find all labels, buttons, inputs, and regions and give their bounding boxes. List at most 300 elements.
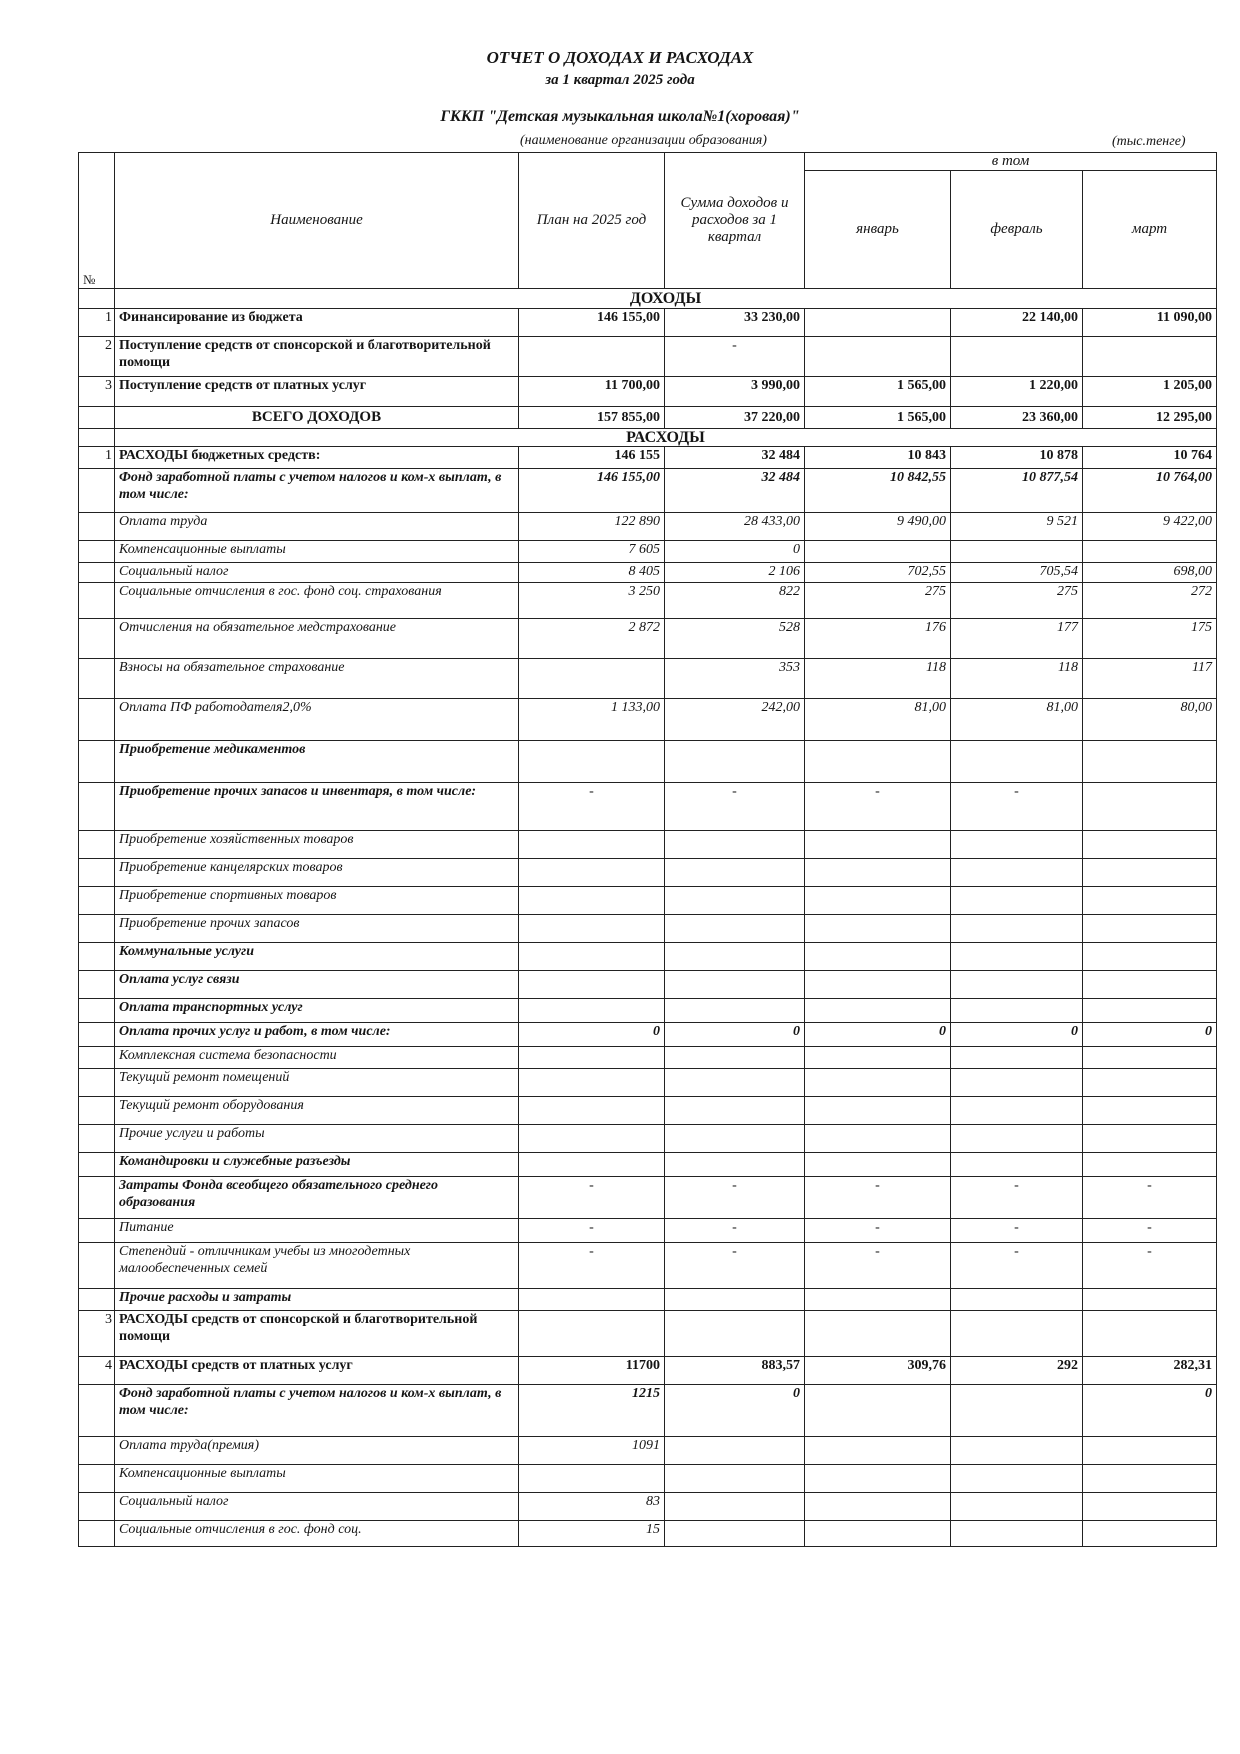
table-row bbox=[79, 309, 1217, 337]
row-name: Питание bbox=[115, 1219, 519, 1243]
cell-feb bbox=[951, 831, 1083, 859]
table-row bbox=[79, 1437, 1217, 1465]
cell-plan bbox=[519, 1289, 665, 1311]
cell-jan: 309,76 bbox=[805, 1357, 951, 1385]
cell-sum: 28 433,00 bbox=[665, 513, 805, 541]
row-number bbox=[79, 1125, 115, 1153]
col-header-plan: План на 2025 год bbox=[519, 153, 665, 289]
cell-plan: - bbox=[519, 1219, 665, 1243]
report-period: за 1 квартал 2025 года bbox=[545, 72, 695, 88]
table-row bbox=[79, 583, 1217, 619]
table-row bbox=[79, 469, 1217, 513]
cell-sum: - bbox=[665, 783, 805, 831]
cell-feb: 1 220,00 bbox=[951, 377, 1083, 407]
row-name: Отчисления на обязательное медстрахование bbox=[115, 619, 519, 659]
cell-plan: 146 155 bbox=[519, 447, 665, 469]
cell-plan: 83 bbox=[519, 1493, 665, 1521]
row-name: Социальные отчисления в гос. фонд соц. страхования bbox=[115, 583, 519, 619]
section-title: ДОХОДЫ bbox=[115, 289, 1217, 309]
row-name: РАСХОДЫ средств от спонсорской и благотворительной помощи bbox=[115, 1311, 519, 1357]
cell-jan: 81,00 bbox=[805, 699, 951, 741]
cell-feb bbox=[951, 971, 1083, 999]
cell-sum bbox=[665, 859, 805, 887]
cell-mar: 282,31 bbox=[1083, 1357, 1217, 1385]
cell-sum: 0 bbox=[665, 541, 805, 563]
cell-sum: 353 bbox=[665, 659, 805, 699]
row-name: Приобретение прочих запасов bbox=[115, 915, 519, 943]
cell-mar: 1 205,00 bbox=[1083, 377, 1217, 407]
table-row bbox=[79, 999, 1217, 1023]
row-number: 1 bbox=[79, 447, 115, 469]
cell-feb: - bbox=[951, 1219, 1083, 1243]
cell-plan: - bbox=[519, 1177, 665, 1219]
cell-jan bbox=[805, 337, 951, 377]
row-name: Текущий ремонт помещений bbox=[115, 1069, 519, 1097]
row-number bbox=[79, 1243, 115, 1289]
row-name: Финансирование из бюджета bbox=[115, 309, 519, 337]
cell-feb: 23 360,00 bbox=[951, 407, 1083, 429]
cell-mar bbox=[1083, 541, 1217, 563]
cell-feb bbox=[951, 1097, 1083, 1125]
row-number bbox=[79, 1437, 115, 1465]
cell-feb bbox=[951, 1069, 1083, 1097]
cell-plan: 122 890 bbox=[519, 513, 665, 541]
row-number: 4 bbox=[79, 1357, 115, 1385]
row-name: Комплексная система безопасности bbox=[115, 1047, 519, 1069]
cell-plan bbox=[519, 337, 665, 377]
cell-jan bbox=[805, 943, 951, 971]
cell-feb: 275 bbox=[951, 583, 1083, 619]
cell-jan bbox=[805, 541, 951, 563]
row-number bbox=[79, 943, 115, 971]
row-name: Приобретение прочих запасов и инвентаря, в том числе: bbox=[115, 783, 519, 831]
cell-mar bbox=[1083, 1047, 1217, 1069]
cell-feb: - bbox=[951, 1177, 1083, 1219]
cell-jan bbox=[805, 1385, 951, 1437]
row-name: РАСХОДЫ бюджетных средств: bbox=[115, 447, 519, 469]
table-row bbox=[79, 699, 1217, 741]
row-number bbox=[79, 887, 115, 915]
row-name: Оплата услуг связи bbox=[115, 971, 519, 999]
row-name: Приобретение канцелярских товаров bbox=[115, 859, 519, 887]
cell-feb: 0 bbox=[951, 1023, 1083, 1047]
table-row bbox=[79, 1493, 1217, 1521]
cell-jan bbox=[805, 741, 951, 783]
cell-mar bbox=[1083, 1125, 1217, 1153]
row-number bbox=[79, 469, 115, 513]
row-name: Оплата прочих услуг и работ, в том числе: bbox=[115, 1023, 519, 1047]
section-expenses bbox=[79, 429, 1217, 447]
row-number bbox=[79, 1289, 115, 1311]
cell-plan: 1 133,00 bbox=[519, 699, 665, 741]
table-row bbox=[79, 783, 1217, 831]
cell-sum: 32 484 bbox=[665, 447, 805, 469]
cell-jan: 10 843 bbox=[805, 447, 951, 469]
cell-mar: - bbox=[1083, 1219, 1217, 1243]
cell-mar bbox=[1083, 1289, 1217, 1311]
cell-jan bbox=[805, 859, 951, 887]
cell-plan: 7 605 bbox=[519, 541, 665, 563]
row-name: Оплата ПФ работодателя2,0% bbox=[115, 699, 519, 741]
cell-plan bbox=[519, 971, 665, 999]
cell-plan bbox=[519, 1069, 665, 1097]
cell-feb bbox=[951, 741, 1083, 783]
row-name: Социальный налог bbox=[115, 1493, 519, 1521]
cell-plan bbox=[519, 943, 665, 971]
row-number bbox=[79, 699, 115, 741]
cell-jan bbox=[805, 1493, 951, 1521]
row-name: Степендий - отличникам учебы из многодетных малообеспеченных семей bbox=[115, 1243, 519, 1289]
cell-mar bbox=[1083, 1069, 1217, 1097]
cell-sum bbox=[665, 1047, 805, 1069]
table-row bbox=[79, 659, 1217, 699]
cell-plan: - bbox=[519, 783, 665, 831]
row-name: Приобретение хозяйственных товаров bbox=[115, 831, 519, 859]
row-number bbox=[79, 563, 115, 583]
row-number bbox=[79, 1023, 115, 1047]
table-row bbox=[79, 1125, 1217, 1153]
row-number: 1 bbox=[79, 309, 115, 337]
cell-feb: 22 140,00 bbox=[951, 309, 1083, 337]
cell-sum bbox=[665, 971, 805, 999]
row-number: 2 bbox=[79, 337, 115, 377]
cell-feb bbox=[951, 915, 1083, 943]
table-row bbox=[79, 619, 1217, 659]
cell-sum: 3 990,00 bbox=[665, 377, 805, 407]
cell-sum bbox=[665, 915, 805, 943]
cell-plan bbox=[519, 831, 665, 859]
row-name: Взносы на обязательное страхование bbox=[115, 659, 519, 699]
units-label: (тыс.тенге) bbox=[1112, 134, 1186, 149]
cell-sum bbox=[665, 1153, 805, 1177]
cell-sum: 822 bbox=[665, 583, 805, 619]
cell-mar: 12 295,00 bbox=[1083, 407, 1217, 429]
cell-feb: 10 878 bbox=[951, 447, 1083, 469]
cell-plan bbox=[519, 915, 665, 943]
cell-sum bbox=[665, 887, 805, 915]
cell-feb bbox=[951, 1437, 1083, 1465]
table-row bbox=[79, 447, 1217, 469]
cell-plan bbox=[519, 1465, 665, 1493]
cell-jan bbox=[805, 1311, 951, 1357]
row-number bbox=[79, 659, 115, 699]
cell-feb bbox=[951, 1311, 1083, 1357]
organization-name: ГККП "Детская музыкальная школа№1(хоровая)" bbox=[440, 108, 800, 125]
cell-plan: 146 155,00 bbox=[519, 469, 665, 513]
cell-jan bbox=[805, 915, 951, 943]
row-number bbox=[79, 1385, 115, 1437]
row-name: Оплата труда(премия) bbox=[115, 1437, 519, 1465]
cell-jan bbox=[805, 971, 951, 999]
table-row bbox=[79, 1357, 1217, 1385]
cell-feb bbox=[951, 1385, 1083, 1437]
cell-jan bbox=[805, 831, 951, 859]
cell-mar: 9 422,00 bbox=[1083, 513, 1217, 541]
row-number bbox=[79, 915, 115, 943]
row-name: Текущий ремонт оборудования bbox=[115, 1097, 519, 1125]
cell-jan: 702,55 bbox=[805, 563, 951, 583]
row-name: Социальные отчисления в гос. фонд соц. bbox=[115, 1521, 519, 1547]
cell-jan: 0 bbox=[805, 1023, 951, 1047]
section-title: РАСХОДЫ bbox=[115, 429, 1217, 447]
cell-feb bbox=[951, 541, 1083, 563]
cell-jan: - bbox=[805, 1177, 951, 1219]
table-row bbox=[79, 1097, 1217, 1125]
col-header-sum: Сумма доходов и расходов за 1 квартал bbox=[665, 153, 805, 289]
row-number bbox=[79, 831, 115, 859]
row-name: Поступление средств от платных услуг bbox=[115, 377, 519, 407]
cell-feb bbox=[951, 943, 1083, 971]
cell-mar bbox=[1083, 887, 1217, 915]
cell-sum: - bbox=[665, 1243, 805, 1289]
header-row-1 bbox=[79, 153, 1217, 171]
cell-mar bbox=[1083, 943, 1217, 971]
cell-sum bbox=[665, 1289, 805, 1311]
cell-mar bbox=[1083, 1153, 1217, 1177]
cell-plan bbox=[519, 999, 665, 1023]
row-number bbox=[79, 1047, 115, 1069]
cell-mar bbox=[1083, 1097, 1217, 1125]
cell-plan bbox=[519, 741, 665, 783]
cell-mar bbox=[1083, 783, 1217, 831]
row-name: ВСЕГО ДОХОДОВ bbox=[115, 407, 519, 429]
cell-mar: 175 bbox=[1083, 619, 1217, 659]
cell-mar bbox=[1083, 1465, 1217, 1493]
col-header-feb: февраль bbox=[951, 171, 1083, 289]
cell-plan: 146 155,00 bbox=[519, 309, 665, 337]
cell-mar bbox=[1083, 337, 1217, 377]
table-row bbox=[79, 1521, 1217, 1547]
row-name: Командировки и служебные разъезды bbox=[115, 1153, 519, 1177]
table-row bbox=[79, 915, 1217, 943]
row-number bbox=[79, 1219, 115, 1243]
cell-feb bbox=[951, 1125, 1083, 1153]
cell-sum bbox=[665, 1437, 805, 1465]
cell-sum: 883,57 bbox=[665, 1357, 805, 1385]
cell-mar: 272 bbox=[1083, 583, 1217, 619]
cell-sum bbox=[665, 1465, 805, 1493]
table-row bbox=[79, 563, 1217, 583]
row-number: 3 bbox=[79, 1311, 115, 1357]
row-number bbox=[79, 1069, 115, 1097]
cell-plan bbox=[519, 659, 665, 699]
cell-sum: 242,00 bbox=[665, 699, 805, 741]
row-name: Компенсационные выплаты bbox=[115, 1465, 519, 1493]
table-row bbox=[79, 1465, 1217, 1493]
table-row bbox=[79, 1153, 1217, 1177]
cell-feb: 81,00 bbox=[951, 699, 1083, 741]
cell-sum bbox=[665, 943, 805, 971]
cell-plan: 11700 bbox=[519, 1357, 665, 1385]
table-row bbox=[79, 1069, 1217, 1097]
table-row bbox=[79, 513, 1217, 541]
cell-sum bbox=[665, 1125, 805, 1153]
cell-mar bbox=[1083, 741, 1217, 783]
row-name: Фонд заработной платы с учетом налогов и ком-х выплат, в том числе: bbox=[115, 469, 519, 513]
table-row bbox=[79, 887, 1217, 915]
table-row bbox=[79, 831, 1217, 859]
cell-jan: - bbox=[805, 1243, 951, 1289]
cell-jan: 118 bbox=[805, 659, 951, 699]
row-number bbox=[79, 1177, 115, 1219]
cell-mar: - bbox=[1083, 1243, 1217, 1289]
cell-mar: 698,00 bbox=[1083, 563, 1217, 583]
section-no-cell bbox=[79, 429, 115, 447]
cell-mar bbox=[1083, 1437, 1217, 1465]
cell-plan: 2 872 bbox=[519, 619, 665, 659]
cell-sum: - bbox=[665, 1219, 805, 1243]
cell-jan: 176 bbox=[805, 619, 951, 659]
cell-feb: 10 877,54 bbox=[951, 469, 1083, 513]
row-number bbox=[79, 1521, 115, 1547]
table-row bbox=[79, 1219, 1217, 1243]
table-row bbox=[79, 1311, 1217, 1357]
cell-feb: - bbox=[951, 1243, 1083, 1289]
cell-mar bbox=[1083, 1493, 1217, 1521]
cell-jan: 10 842,55 bbox=[805, 469, 951, 513]
cell-jan bbox=[805, 1521, 951, 1547]
cell-sum bbox=[665, 1097, 805, 1125]
report-body bbox=[79, 289, 1217, 1547]
cell-mar: 10 764 bbox=[1083, 447, 1217, 469]
row-number bbox=[79, 741, 115, 783]
cell-feb: - bbox=[951, 783, 1083, 831]
row-name: Оплата транспортных услуг bbox=[115, 999, 519, 1023]
cell-plan bbox=[519, 1153, 665, 1177]
row-name: Фонд заработной платы с учетом налогов и ком-х выплат, в том числе: bbox=[115, 1385, 519, 1437]
table-row bbox=[79, 971, 1217, 999]
row-number bbox=[79, 999, 115, 1023]
cell-feb bbox=[951, 999, 1083, 1023]
row-name: Прочие услуги и работы bbox=[115, 1125, 519, 1153]
cell-jan: 1 565,00 bbox=[805, 377, 951, 407]
cell-mar: 10 764,00 bbox=[1083, 469, 1217, 513]
table-row bbox=[79, 859, 1217, 887]
cell-sum bbox=[665, 831, 805, 859]
cell-mar: 0 bbox=[1083, 1023, 1217, 1047]
row-number bbox=[79, 583, 115, 619]
cell-sum bbox=[665, 999, 805, 1023]
cell-jan bbox=[805, 1069, 951, 1097]
cell-jan: - bbox=[805, 1219, 951, 1243]
cell-feb bbox=[951, 1047, 1083, 1069]
cell-plan: 157 855,00 bbox=[519, 407, 665, 429]
row-number bbox=[79, 783, 115, 831]
cell-plan bbox=[519, 1125, 665, 1153]
cell-plan: 1215 bbox=[519, 1385, 665, 1437]
cell-sum: 2 106 bbox=[665, 563, 805, 583]
cell-jan bbox=[805, 999, 951, 1023]
cell-mar bbox=[1083, 1521, 1217, 1547]
cell-sum: - bbox=[665, 337, 805, 377]
cell-mar bbox=[1083, 915, 1217, 943]
cell-jan bbox=[805, 1289, 951, 1311]
cell-feb bbox=[951, 1493, 1083, 1521]
cell-sum bbox=[665, 1311, 805, 1357]
cell-plan: - bbox=[519, 1243, 665, 1289]
cell-sum bbox=[665, 1493, 805, 1521]
row-name: Приобретение спортивных товаров bbox=[115, 887, 519, 915]
row-name: Компенсационные выплаты bbox=[115, 541, 519, 563]
table-row bbox=[79, 1023, 1217, 1047]
cell-jan: 9 490,00 bbox=[805, 513, 951, 541]
row-number bbox=[79, 1493, 115, 1521]
cell-sum: 33 230,00 bbox=[665, 309, 805, 337]
cell-sum: 32 484 bbox=[665, 469, 805, 513]
cell-jan bbox=[805, 1097, 951, 1125]
cell-feb: 705,54 bbox=[951, 563, 1083, 583]
cell-plan: 3 250 bbox=[519, 583, 665, 619]
cell-jan: 275 bbox=[805, 583, 951, 619]
cell-mar bbox=[1083, 831, 1217, 859]
row-name: РАСХОДЫ средств от платных услуг bbox=[115, 1357, 519, 1385]
col-header-no: № bbox=[79, 153, 115, 289]
row-name: Прочие расходы и затраты bbox=[115, 1289, 519, 1311]
cell-feb bbox=[951, 1465, 1083, 1493]
row-number bbox=[79, 859, 115, 887]
col-header-name: Наименование bbox=[115, 153, 519, 289]
cell-feb: 177 bbox=[951, 619, 1083, 659]
cell-jan: 1 565,00 bbox=[805, 407, 951, 429]
cell-plan: 1091 bbox=[519, 1437, 665, 1465]
row-number bbox=[79, 619, 115, 659]
cell-sum bbox=[665, 1521, 805, 1547]
table-row bbox=[79, 407, 1217, 429]
section-no-cell bbox=[79, 289, 115, 309]
table-row bbox=[79, 541, 1217, 563]
cell-mar bbox=[1083, 1311, 1217, 1357]
cell-sum bbox=[665, 741, 805, 783]
cell-plan: 0 bbox=[519, 1023, 665, 1047]
cell-plan bbox=[519, 859, 665, 887]
cell-jan bbox=[805, 1437, 951, 1465]
cell-feb: 118 bbox=[951, 659, 1083, 699]
row-name: Затраты Фонда всеобщего обязательного среднего образования bbox=[115, 1177, 519, 1219]
table-row bbox=[79, 1243, 1217, 1289]
cell-sum: 37 220,00 bbox=[665, 407, 805, 429]
cell-sum: 0 bbox=[665, 1385, 805, 1437]
row-number: 3 bbox=[79, 377, 115, 407]
report-table bbox=[78, 152, 1217, 1547]
cell-plan: 15 bbox=[519, 1521, 665, 1547]
row-number bbox=[79, 541, 115, 563]
cell-jan bbox=[805, 1465, 951, 1493]
table-row bbox=[79, 943, 1217, 971]
row-number bbox=[79, 1465, 115, 1493]
col-header-mar: март bbox=[1083, 171, 1217, 289]
cell-sum: 0 bbox=[665, 1023, 805, 1047]
cell-feb: 292 bbox=[951, 1357, 1083, 1385]
cell-feb bbox=[951, 1153, 1083, 1177]
cell-mar: 0 bbox=[1083, 1385, 1217, 1437]
cell-jan bbox=[805, 1153, 951, 1177]
cell-feb bbox=[951, 1521, 1083, 1547]
report-title: ОТЧЕТ О ДОХОДАХ И РАСХОДАХ bbox=[486, 48, 754, 67]
section-income bbox=[79, 289, 1217, 309]
row-name: Оплата труда bbox=[115, 513, 519, 541]
cell-feb: 9 521 bbox=[951, 513, 1083, 541]
cell-feb bbox=[951, 337, 1083, 377]
table-row bbox=[79, 1289, 1217, 1311]
cell-mar: 80,00 bbox=[1083, 699, 1217, 741]
cell-jan bbox=[805, 309, 951, 337]
cell-mar bbox=[1083, 859, 1217, 887]
cell-sum: - bbox=[665, 1177, 805, 1219]
row-number bbox=[79, 971, 115, 999]
table-row bbox=[79, 337, 1217, 377]
table-row bbox=[79, 1177, 1217, 1219]
table-row bbox=[79, 1047, 1217, 1069]
